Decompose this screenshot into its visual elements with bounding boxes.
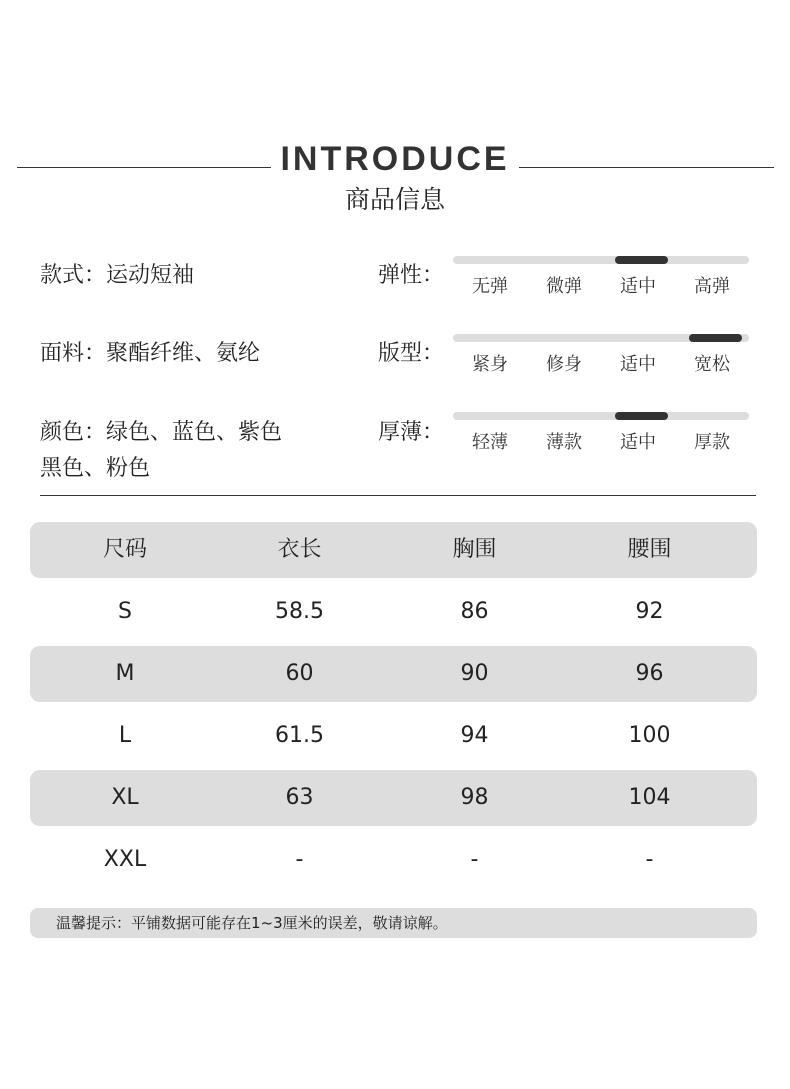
page-title-cn: 商品信息 [344,185,445,214]
section-divider [40,495,756,496]
scale-option: 无弹 [472,276,508,297]
cell-waist: 104 [628,785,671,810]
scale-option: 适中 [620,276,656,297]
table-row [30,584,757,640]
cell-waist: 100 [628,723,671,748]
cell-length: 60 [285,661,314,686]
cell-bust: 86 [460,599,489,624]
table-header-row [30,522,757,578]
cell-size: L [118,723,132,748]
attr-style-label: 款式： [40,263,107,288]
attr-color-value: 绿色、蓝色、紫色 [106,420,283,445]
attr-fabric-label: 面料： [40,341,107,366]
scale-option: 厚款 [694,432,730,453]
cell-waist: - [645,847,654,872]
header-waist: 腰围 [627,537,672,562]
cell-size: XXL [103,847,147,872]
cell-waist: 96 [635,661,664,686]
page-title-en: INTRODUCE [280,140,510,178]
scale-option: 微弹 [546,276,582,297]
attr-style-value: 运动短袖 [106,263,195,288]
cell-bust: 90 [460,661,489,686]
table-row [30,770,757,826]
size-table [30,522,757,894]
scale-option: 高弹 [694,276,730,297]
cell-bust: 98 [460,785,489,810]
table-row [30,832,757,888]
attr-color-label: 颜色： [40,420,107,445]
cell-length: 63 [285,785,314,810]
cell-size: M [115,661,135,686]
table-row [30,708,757,764]
scale-option: 修身 [546,354,582,375]
attr-color [40,415,282,487]
scale-option: 适中 [620,432,656,453]
scale-option: 紧身 [472,354,508,375]
scale-thickness-label: 厚薄： [378,420,445,445]
scale-indicator [615,412,668,420]
cell-size: S [118,599,132,624]
scale-indicator [615,256,668,264]
scale-elasticity [453,256,749,316]
cell-size: XL [111,785,139,810]
scale-option: 轻薄 [472,432,508,453]
scale-track [453,412,749,420]
header-size: 尺码 [102,537,147,562]
cell-length: 58.5 [275,599,324,624]
scale-elasticity-label: 弹性： [378,263,445,288]
cell-length: - [295,847,304,872]
measurement-tip: 温馨提示：平铺数据可能存在1~3厘米的误差，敬请谅解。 [30,908,757,938]
scale-option: 薄款 [546,432,582,453]
header-length: 衣长 [277,537,322,562]
header-bust: 胸围 [452,537,497,562]
scale-option: 适中 [620,354,656,375]
cell-waist: 92 [635,599,664,624]
scale-fit [453,334,749,394]
table-row [30,646,757,702]
scale-option: 宽松 [694,354,730,375]
attr-fabric-value: 聚酯纤维、氨纶 [106,341,261,366]
cell-length: 61.5 [275,723,324,748]
cell-bust: - [470,847,479,872]
attr-style [40,258,194,294]
scale-thickness [453,412,749,472]
scale-track [453,256,749,264]
attr-fabric [40,336,260,372]
scale-fit-label: 版型： [378,341,445,366]
cell-bust: 94 [460,723,489,748]
attr-color-value-line2: 黑色、粉色 [40,456,151,481]
scale-indicator [689,334,742,342]
